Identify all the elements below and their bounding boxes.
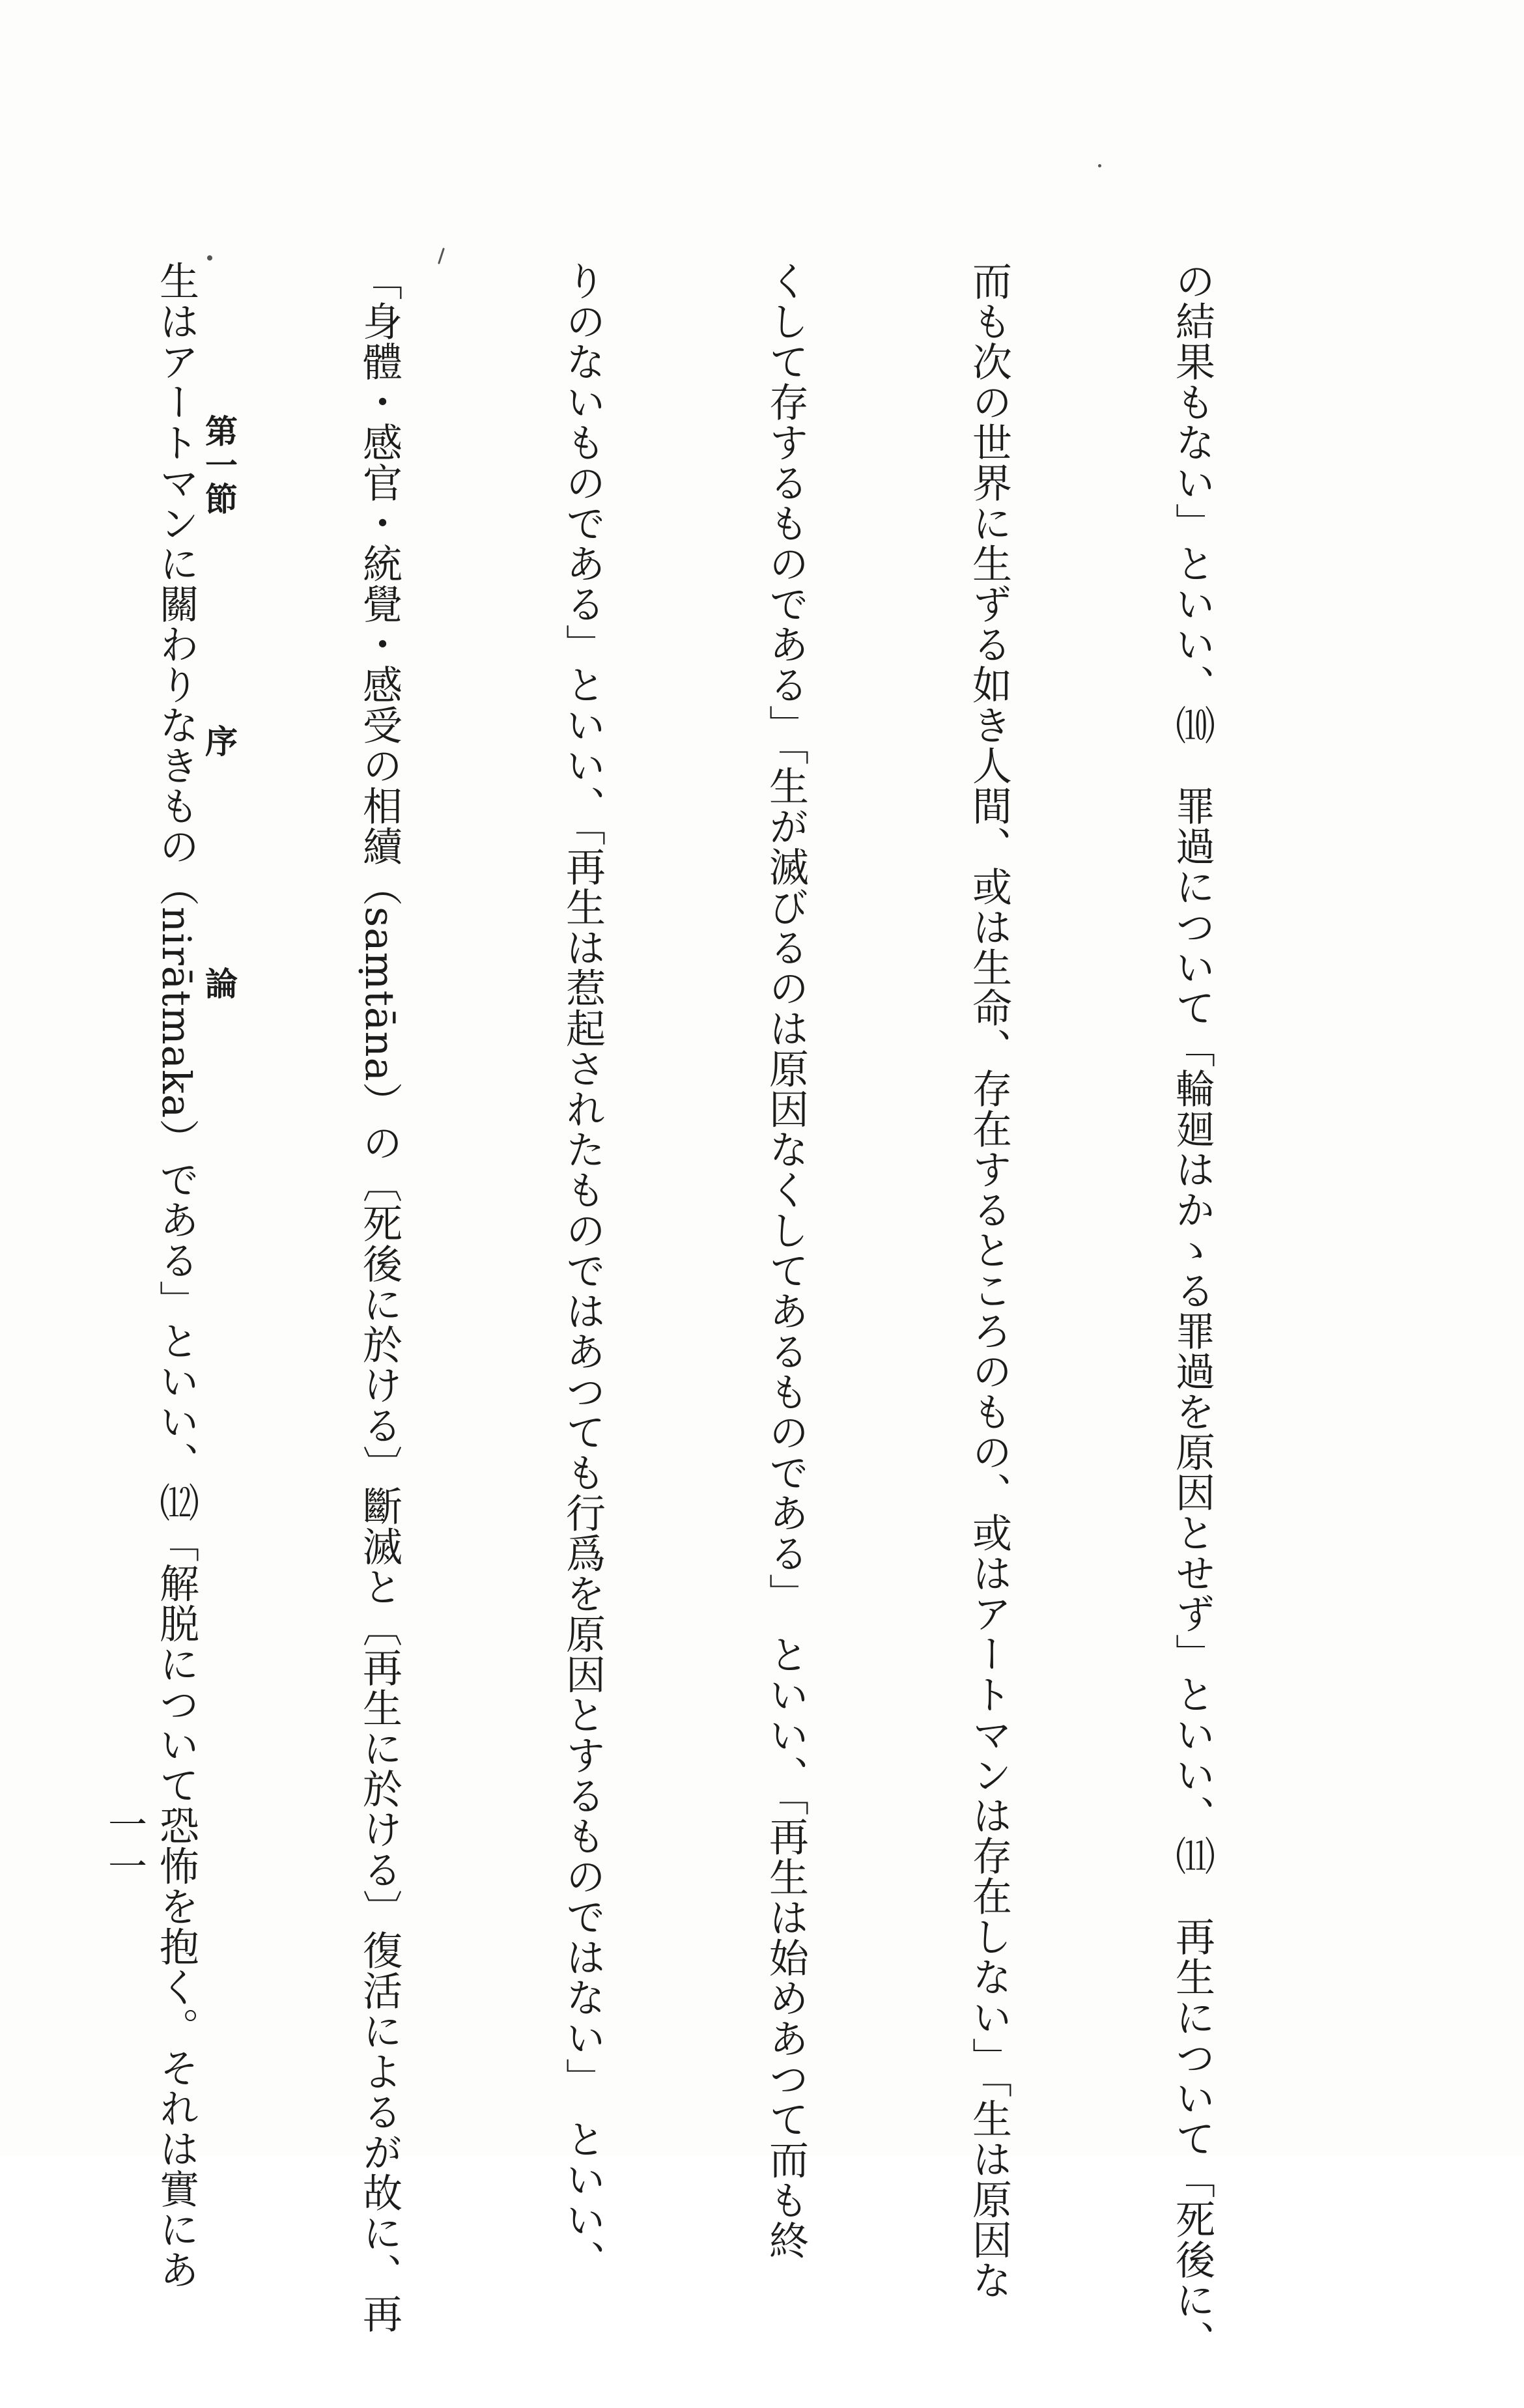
text-line: 生はアートマンに關わりなきもの（nirātmaka）である」といい、⑿「解脱について恐怖を抱く。それは實にあ <box>153 261 199 2290</box>
scan-speck <box>1098 164 1101 167</box>
text-line: 「身體・感官・統覺・感受の相續（saṃtāna）の〔死後に於ける〕斷滅と〔再生に於ける〕復活によるが故に、再 <box>356 261 402 2334</box>
text-line: の結果もない」といい、⑽ 罪過について「輪廻はかゝる罪過を原因とせず」といい、⑾ 再生について「死後に、 <box>1169 261 1215 2360</box>
page-number: 一一 <box>102 1804 147 1888</box>
running-head-word: 論 <box>200 967 238 1000</box>
running-head-word: 序 <box>200 724 238 758</box>
text-line: くして存するものである」「生が滅びるのは原因なくしてあるものである」 といい、「再生は始めあつて而も終 <box>763 261 809 2261</box>
text-line: りのないものである」といい、「再生は惹起されたものではあつても行爲を原因とするものではない」 といい、 <box>559 261 606 2280</box>
text-line: 而も次の世界に生ずる如き人間、或は生命、存在するところのもの、或はアートマンは存在しない」「生は原因な <box>966 261 1012 2301</box>
running-head-section: 第一節 <box>200 414 238 516</box>
text-line <box>0 261 7 1908</box>
scan-speck <box>207 255 212 261</box>
running-head <box>195 414 242 1000</box>
